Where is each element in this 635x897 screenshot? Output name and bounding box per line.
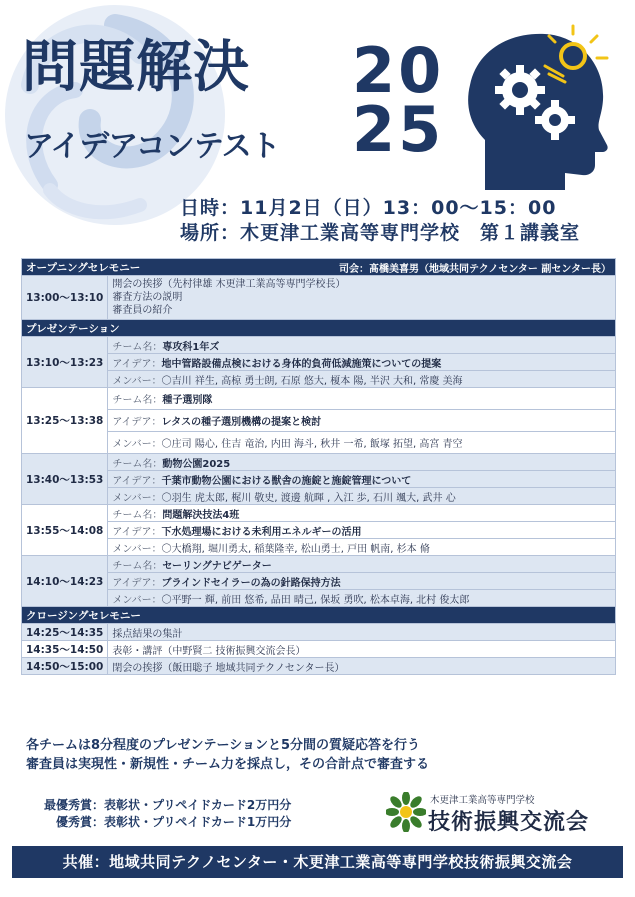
award-excellent: 優秀賞：表彰状・プリペイドカード1万円分 [56,815,292,829]
contest-notes [26,736,429,774]
team-name-cell [108,556,616,573]
time-cell: 13:40～13:53 [22,454,108,505]
note-line: 各チームは8分程度のプレゼンテーションと5分間の質疑応答を行う [26,738,421,753]
time-cell: 13:00～13:10 [22,276,108,320]
table-row [22,388,616,410]
table-row [22,658,616,675]
time-cell: 14:35～14:50 [22,641,108,658]
section-header-opening [22,259,616,276]
section-title: プレゼンテーション [22,320,616,337]
time-cell: 13:10～13:23 [22,337,108,388]
members-text: 〇吉川 祥生, 高椋 勇士朗, 石原 悠大, 榎本 陽, 半沢 大和, 常慶 美海 [161,375,463,387]
closing-item: 採点結果の集計 [108,624,616,641]
opening-line: 開会の挨拶（先村律雄 木更津工業高等専門学校長） [112,279,346,290]
event-year [352,34,445,166]
logo-school-name: 木更津工業高等専門学校 [430,795,535,806]
flower-logo-icon [386,792,426,832]
member-label: メンバー： [112,594,162,606]
time-cell: 13:55～14:08 [22,505,108,556]
members-cell [108,539,616,556]
table-row [22,505,616,522]
table-row [22,410,616,432]
idea-cell [108,410,616,432]
team-label: チーム名： [112,341,163,353]
idea-cell [108,573,616,590]
year-bottom: 25 [352,92,445,166]
members-text: 〇大橋翔, 堀川勇太, 稲葉隆幸, 松山勇士, 戸田 帆南, 杉本 脩 [161,543,430,555]
opening-line: 審査方法の説明 [112,292,183,303]
time-cell: 13:25～13:38 [22,388,108,454]
idea-text: ブラインドセイラーの為の針路保持方法 [161,577,341,589]
event-place: 場所：木更津工業高等専門学校 第１講義室 [180,222,581,244]
table-row [22,556,616,573]
team-label: チーム名： [112,395,163,406]
idea-label: アイデア： [112,526,162,538]
event-subtitle: アイデアコンテスト [24,129,280,164]
members-text: 〇庄司 陽心, 住吉 竜治, 内田 海斗, 秋井 一希, 飯塚 拓望, 高宮 青空 [161,439,463,450]
note-line: 審査員は実現性・新規性・チーム力を採点し，その合計点で審査する [26,757,430,772]
idea-text: 千葉市動物公園における獣舎の施錠と施錠管理について [161,475,412,487]
member-label: メンバー： [112,543,162,555]
table-row [22,539,616,556]
section-title: オープニングセレモニー [26,261,141,274]
members-cell [108,432,616,454]
idea-label: アイデア： [112,577,162,589]
table-row [22,471,616,488]
closing-item: 閉会の挨拶（飯田聡子 地域共同テクノセンター長） [108,658,616,675]
members-cell [108,488,616,505]
table-row [22,337,616,354]
idea-label: アイデア： [112,417,162,428]
idea-label: アイデア： [112,475,162,487]
idea-text: レタスの種子選別機構の提案と検討 [161,417,322,428]
idea-cell [108,522,616,539]
team-name-cell [108,454,616,471]
time-cell: 14:10～14:23 [22,556,108,607]
section-header-presentation [22,320,616,337]
team-label: チーム名： [112,458,163,470]
team-name: 種子選別隊 [162,395,213,406]
table-row [22,454,616,471]
idea-cell [108,354,616,371]
idea-cell [108,471,616,488]
opening-line: 審査員の紹介 [112,305,173,316]
members-text: 〇平野一 輝, 前田 悠希, 品田 晴己, 保坂 勇吹, 松本卓海, 北村 俊太郎 [161,594,470,606]
event-info [180,196,580,246]
event-date: 日時：11月2日（日）13：00～15：00 [180,197,557,219]
table-row [22,641,616,658]
head-gears-icon [465,20,615,190]
team-label: チーム名： [112,509,163,521]
members-text: 〇羽生 虎太郎, 梶川 敬史, 渡邊 航暉 , 入江 歩, 石川 颯大, 武井 心 [161,492,456,504]
team-name-cell [108,505,616,522]
association-logo [386,790,616,835]
table-row [22,354,616,371]
team-name-cell [108,337,616,354]
idea-label: アイデア： [112,358,162,370]
mc-label: 司会：髙橋美喜男（地域共同テクノセンター 副センター長） [339,263,611,275]
idea-text: 下水処理場における未利用エネルギーの活用 [161,526,362,538]
table-row [22,276,616,320]
award-best: 最優秀賞：表彰状・プリペイドカード2万円分 [44,798,292,812]
awards [44,797,291,831]
members-cell [108,371,616,388]
team-label: チーム名： [112,560,163,572]
closing-item: 表彰・講評（中野賢二 技術振興交流会長） [108,641,616,658]
year-top: 20 [352,34,445,107]
members-cell [108,590,616,607]
event-title: 問題解決 [22,35,250,100]
cohost-footer: 共催：地域共同テクノセンター・木更津工業高等専門学校技術振興交流会 [12,846,623,878]
team-name-cell [108,388,616,410]
idea-text: 地中管路設備点検における身体的負荷低減施策についての提案 [161,358,442,370]
table-row [22,432,616,454]
member-label: メンバー： [112,439,162,450]
table-row [22,573,616,590]
time-cell: 14:50～15:00 [22,658,108,675]
member-label: メンバー： [112,492,162,504]
team-name: 問題解決技法4班 [162,509,240,521]
team-name: セーリングナビゲーター [162,560,272,572]
table-row [22,488,616,505]
section-title: クロージングセレモニー [22,607,616,624]
opening-detail [108,276,616,320]
section-header-closing [22,607,616,624]
team-name: 動物公園2025 [162,458,231,470]
table-row [22,371,616,388]
time-cell: 14:25～14:35 [22,624,108,641]
member-label: メンバー： [112,375,162,387]
table-row [22,590,616,607]
logo-association-name: 技術振興交流会 [428,810,590,835]
program-table [21,258,616,675]
team-name: 専攻科1年ズ [162,341,220,353]
table-row [22,624,616,641]
table-row [22,522,616,539]
